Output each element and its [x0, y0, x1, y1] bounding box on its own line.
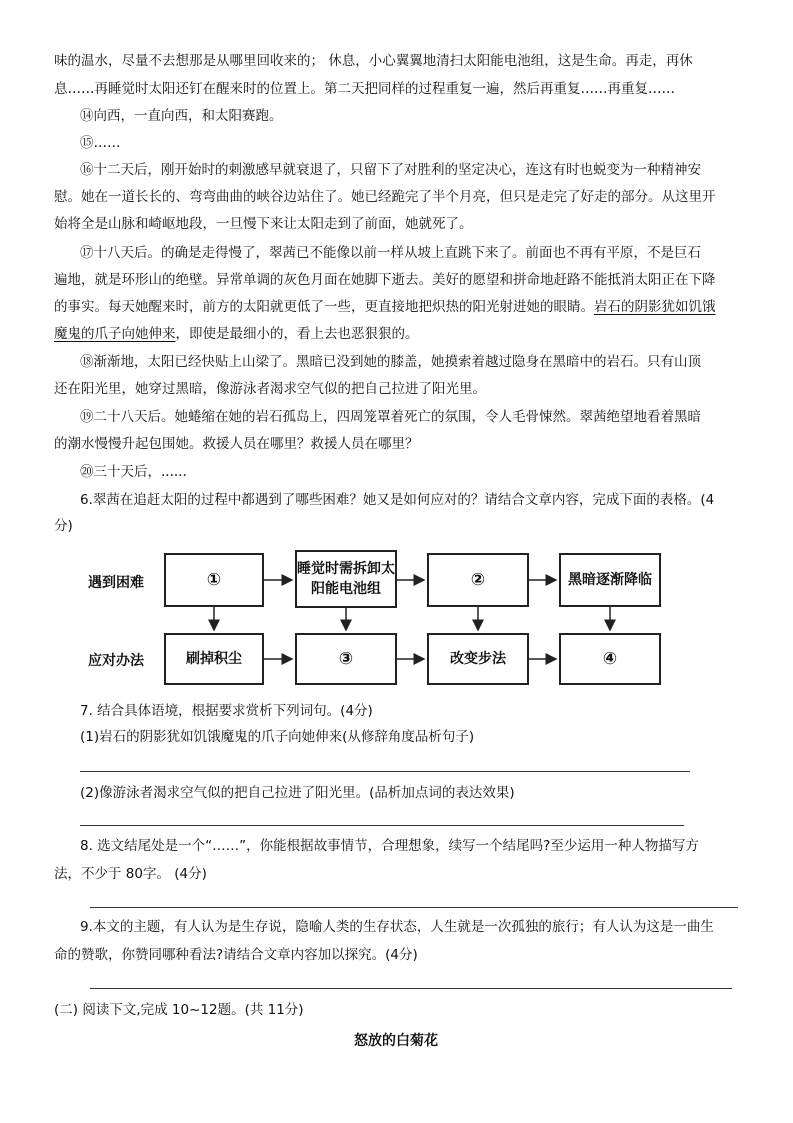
paragraph-19-line: 的潮水慢慢升起包围她。救援人员在哪里？救援人员在哪里？ [54, 436, 419, 452]
paragraph-18-line: 还在阳光里，她穿过黑暗，像游泳者渴求空气似的把自己拉进了阳光里。 [54, 381, 486, 397]
question-9: 9.本文的主题，有人认为是生存说，隐喻人类的生存状态，人生就是一次孤独的旅行；有人认为这是一曲生 [80, 919, 714, 935]
paragraph-17-text: ，即使是最细小的，看上去也恶狠狠的。 [175, 326, 419, 342]
paragraph-19-line: ⑲二十八天后。她蜷缩在她的岩石孤岛上，四周笼罩着死亡的氛围，令人毛骨悚然。翠茜绝望地看着黑暗 [80, 409, 701, 425]
question-7-part-1: (1)岩石的阴影犹如饥饿魔鬼的爪子向她伸来(从修辞角度品析句子) [80, 729, 475, 745]
passage-line: 味的温水，尽量不去想那是从哪里回收来的； 休息，小心翼翼地清扫太阳能电池组，这是生命。再走，再休 [54, 53, 693, 69]
question-9: 命的赞歌，你赞同哪种看法?请结合文章内容加以探究。(4分) [54, 947, 418, 963]
article-title: 怒放的白菊花 [354, 1033, 438, 1049]
question-6: 6.翠茜在追赶太阳的过程中都遇到了哪些困难？她又是如何应对的？请结合文章内容，完成下面的表格。(4 [80, 492, 715, 508]
row-label-solution: 应对办法 [88, 653, 144, 669]
difficulty-box-2: 睡觉时需拆卸太阳能电池组 [295, 550, 397, 608]
paragraph-16-line: ⑯十二天后，刚开始时的刺激感早就衰退了，只留下了对胜利的坚定决心，连这有时也蜕变为一种精神安 [80, 162, 701, 178]
question-6: 分) [54, 518, 73, 534]
solution-box-1: 刷掉积尘 [164, 633, 264, 685]
difficulty-box-3: ② [427, 553, 529, 607]
section-2-heading: (二) 阅读下文,完成 10~12题。(共 11分) [54, 1002, 304, 1018]
paragraph-20: ⑳三十天后，...... [80, 464, 187, 480]
solution-box-2: ③ [295, 633, 397, 685]
paragraph-14: ⑭向西，一直向西，和太阳赛跑。 [80, 108, 283, 124]
question-7: 7. 结合具体语境，根据要求赏析下列词句。(4分) [80, 703, 373, 719]
answer-line[interactable] [80, 771, 690, 772]
question-8: 法，不少于 80字。 (4分) [54, 866, 207, 882]
difficulty-box-4: 黑暗逐渐降临 [559, 553, 661, 607]
paragraph-15: ⑮…… [80, 135, 121, 151]
paragraph-17-text: 的事实。每天她醒来时，前方的太阳就更低了一些，更直接地把炽热的阳光射进她的眼睛。 [54, 299, 594, 315]
passage-line: 息……再睡觉时太阳还钉在醒来时的位置上。第二天把同样的过程重复一遍，然后再重复……再重复…… [54, 81, 675, 97]
solution-box-4: ④ [559, 633, 661, 685]
paragraph-17-line: 遍地，就是环形山的绝壁。异常单调的灰色月面在她脚下逝去。美好的愿望和拼命地赶路不能抵消太阳正在下降 [54, 272, 716, 288]
answer-line[interactable] [90, 988, 732, 989]
paragraph-18-line: ⑱渐渐地，太阳已经快贴上山梁了。黑暗已没到她的膝盖，她摸索着越过隐身在黑暗中的岩石。只有山顶 [80, 354, 701, 370]
difficulty-box-1: ① [164, 553, 264, 607]
solution-box-3: 改变步法 [427, 633, 529, 685]
row-label-difficulty: 遇到困难 [88, 575, 144, 591]
answer-line[interactable] [90, 907, 738, 908]
paragraph-16-line: 慰。她在一道长长的、弯弯曲曲的峡谷边站住了。她已经跪完了半个月亮，但只是走完了好走的部分。从这里开 [54, 189, 716, 205]
underlined-sentence: 魔鬼的爪子向她伸来 [54, 326, 176, 342]
paragraph-17-line: ⑰十八天后。的确是走得慢了，翠茜已不能像以前一样从坡上直跳下来了。前面也不再有平原，不是巨石 [80, 245, 701, 261]
question-7-part-2: (2)像游泳者渴求空气似的把自己拉进了阳光里。(品析加点词的表达效果) [80, 785, 515, 801]
question-8: 8. 选文结尾处是一个“……”，你能根据故事情节，合理想象，续写一个结尾吗?至少运用一种人物描写方 [80, 838, 699, 854]
underlined-sentence: 岩石的阴影犹如饥饿 [594, 299, 716, 315]
answer-line[interactable] [80, 825, 684, 826]
paragraph-16-line: 始将全是山脉和崎岖地段，一旦慢下来让太阳走到了前面，她就死了。 [54, 216, 473, 232]
